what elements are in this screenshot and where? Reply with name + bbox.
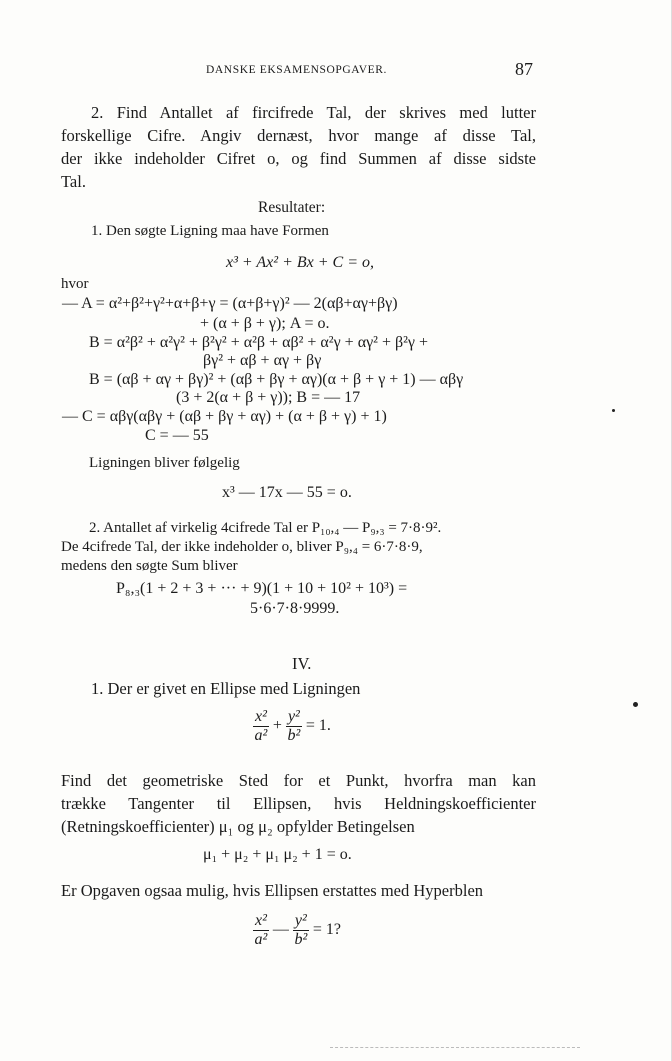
equation-form: x³ + Ax² + Bx + C = o, [226,254,375,271]
equation-c-line1: — C = αβγ(αβγ + (αβ + βγ + αγ) + (α + β + γ) + 1) [62,408,387,425]
solution2-line1: 2. Antallet af virkelig 4cifrede Tal er P₁₀,₄ — P₉,₃ = 7·8·9². [89,520,442,536]
hyperbola-rhs: = 1? [312,921,341,939]
equation-a-line2: + (α + β + γ); A = o. [200,315,330,332]
sum-equation-line2: 5·6·7·8·9999. [250,600,340,617]
hyperbola-y-fraction [293,912,309,949]
equation-b-line4: (3 + 2(α + β + γ)); B = — 17 [176,389,361,406]
sum-equation-line1: P₈,₃(1 + 2 + 3 + ··· + 9)(1 + 10 + 10² + 10³) = [116,580,408,597]
scan-speck [633,702,638,707]
hvor-label: hvor [61,276,89,292]
ellipse-equation [253,708,331,745]
equation-a-line1: — A = α²+β²+γ²+α+β+γ = (α+β+γ)² — 2(αβ+αγ+βγ) [62,295,398,312]
hyperbola-y-numerator: y² [294,912,307,929]
problem2-line3: der ikke indeholder Cifret o, og find Summen af disse sidste [61,149,536,168]
solution1-conclusion: Ligningen bliver følgelig [89,455,240,471]
ellipse-plus: + [272,717,282,735]
results-heading: Resultater: [258,199,326,216]
solution1-intro: 1. Den søgte Ligning maa have Formen [91,223,329,239]
section-iv-text-line3: (Retningskoefficienter) μ₁ og μ₂ opfylder Betingelsen [61,817,415,836]
ellipse-rhs: = 1. [305,717,331,735]
page-number: 87 [515,59,533,79]
ellipse-x-fraction [253,708,269,745]
problem2-line4: Tal. [61,172,86,191]
equation-b-line2: βγ² + αβ + αγ + βγ [203,352,322,369]
condition-equation: μ₁ + μ₂ + μ₁ μ₂ + 1 = o. [203,846,352,863]
section-iv-heading: IV. [292,654,312,673]
equation-b-line3: B = (αβ + αγ + βγ)² + (αβ + βγ + αγ)(α + β + γ + 1) — αβγ [89,371,464,388]
section-iv-text-line2: trække Tangenter til Ellipsen, hvis Heldningskoefficienter [61,794,536,813]
problem2-line1: 2. Find Antallet af fircifrede Tal, der skrives med lutter [91,103,536,122]
section-iv-text-line1: Find det geometriske Sted for et Punkt, hvorfra man kan [61,771,536,790]
ellipse-y-fraction [286,708,302,745]
hyperbola-x-numerator: x² [255,912,267,929]
problem2-line2: forskellige Cifre. Angiv dernæst, hvor mange af disse Tal, [61,126,536,145]
hyperbola-x-denominator: a² [254,931,268,948]
solution2-line3: medens den søgte Sum bliver [61,558,238,574]
scan-bottom-line [330,1047,580,1048]
ellipse-x-numerator: x² [255,708,267,725]
solution2-line2: De 4cifrede Tal, der ikke indeholder o, bliver P₉,₄ = 6·7·8·9, [61,539,423,555]
ellipse-y-numerator: y² [287,708,300,725]
running-header: DANSKE EKSAMENSOPGAVER. [206,64,387,76]
scan-speck-small [612,409,615,412]
hyperbola-x-fraction [253,912,269,949]
equation-b-line1: B = α²β² + α²γ² + β²γ² + α²β + αβ² + α²γ + αγ² + β²γ + [89,334,428,351]
section-iv-question: Er Opgaven ogsaa mulig, hvis Ellipsen erstattes med Hyperblen [61,881,484,900]
final-equation: x³ — 17x — 55 = o. [222,484,352,501]
hyperbola-minus: — [272,921,289,939]
ellipse-x-denominator: a² [254,727,268,744]
section-iv-intro: 1. Der er givet en Ellipse med Ligningen [91,679,361,698]
ellipse-y-denominator: b² [287,727,301,744]
equation-c-line2: C = — 55 [145,427,209,444]
hyperbola-equation [253,912,341,949]
hyperbola-y-denominator: b² [294,931,308,948]
